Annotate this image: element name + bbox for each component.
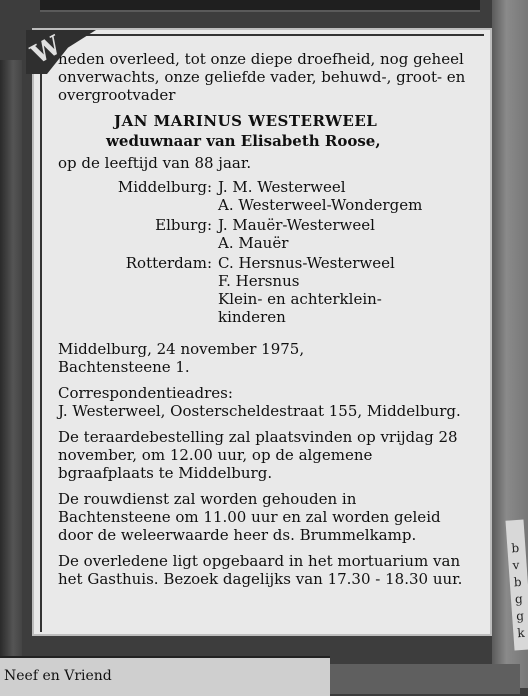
obituary-clipping <box>32 28 492 636</box>
family-member: J. M. Westerweel <box>218 178 346 196</box>
deceased-name: JAN MARINUS WESTERWEEL <box>114 112 378 130</box>
family-member: A. Westerweel-Wondergem <box>218 196 423 214</box>
family-member: A. Mauër <box>218 234 289 252</box>
family-member: Klein- en achterklein- <box>218 290 382 308</box>
background-top-strip <box>40 0 480 12</box>
background-bottom-right <box>330 664 520 694</box>
family-names <box>218 254 472 326</box>
family-row-elburg <box>58 216 472 252</box>
family-city: Middelburg: <box>117 178 212 196</box>
family-member: F. Hersnus <box>218 272 300 290</box>
background-right-clipping: b v b g g k <box>505 520 528 651</box>
place-date: Middelburg, 24 november 1975, <box>58 340 305 358</box>
family-row-middelburg <box>58 178 472 214</box>
correspondence-label: Correspondentieadres: <box>58 384 233 402</box>
torn-letters: W <box>26 31 65 71</box>
intro-text: heden overleed, tot onze diepe droefheid, nog geheel onverwachts, onze geliefde vader, behuwd-, groot- en overgrootvader <box>58 50 466 104</box>
viewing-info: De overledene ligt opgebaard in het mortuarium van het Gasthuis. Bezoek dagelijks van 17.30 - 18.30 uur. <box>58 552 463 588</box>
family-member: J. Mauër-Westerweel <box>218 216 375 234</box>
correspondence-address: J. Westerweel, Oosterscheldestraat 155, Middelburg. <box>58 402 461 420</box>
family-city: Elburg: <box>155 216 212 234</box>
family-row-rotterdam <box>58 254 472 326</box>
family-names <box>218 178 472 214</box>
background-bottom-clipping: Neef en Vriend <box>0 656 330 696</box>
family-member: kinderen <box>218 308 286 326</box>
burial-info: De teraardebestelling zal plaatsvinden op vrijdag 28 november, om 12.00 uur, op de algemene bgraafplaats te Middelburg. <box>58 428 458 482</box>
widower-of: weduwnaar van Elisabeth Roose, <box>106 132 381 150</box>
service-info: De rouwdienst zal worden gehouden in Bachtensteene om 11.00 uur en zal worden geleid door de weleerwaarde heer ds. Brummelkamp. <box>58 490 441 544</box>
family-member: C. Hersnus-Westerweel <box>218 254 395 272</box>
family-city: Rotterdam: <box>125 254 212 272</box>
background-left-edge <box>0 60 22 660</box>
age-text: op de leeftijd van 88 jaar. <box>58 154 252 172</box>
home-address: Bachtensteene 1. <box>58 358 190 376</box>
family-list <box>58 178 472 326</box>
family-names <box>218 216 472 252</box>
obituary-text <box>58 50 472 588</box>
